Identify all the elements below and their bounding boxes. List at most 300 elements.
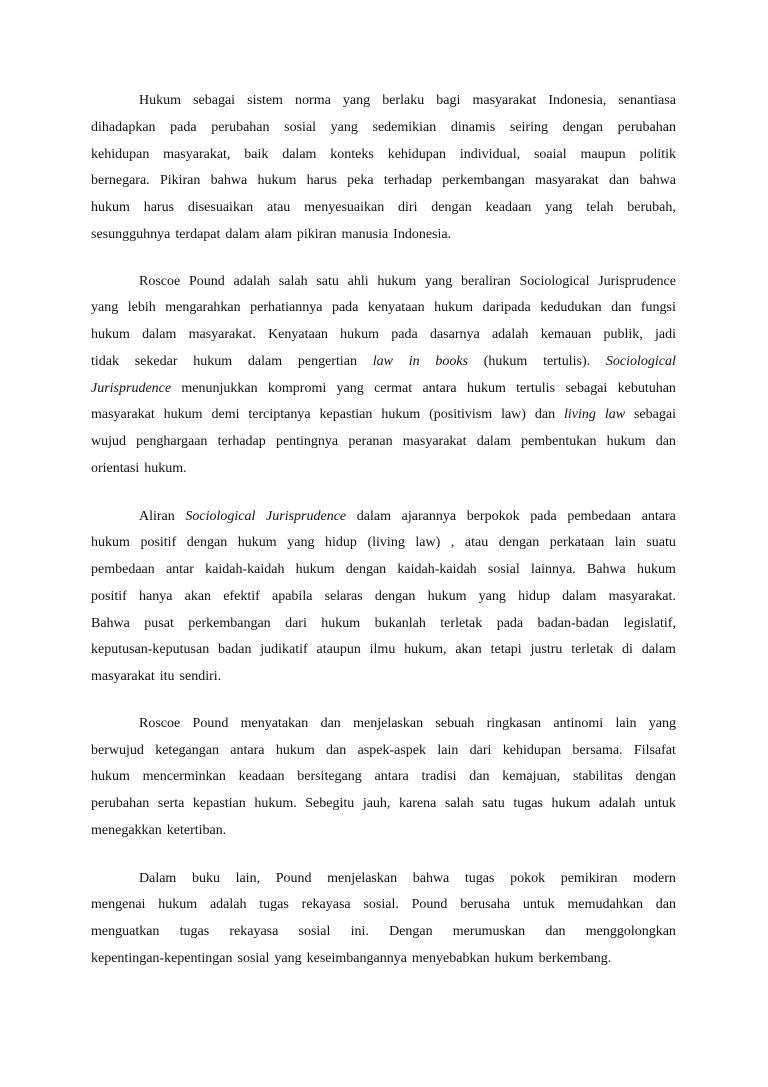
word: yang	[91, 300, 119, 316]
paragraph	[91, 269, 676, 483]
word: menegakkan	[91, 822, 162, 838]
word: dalam	[356, 508, 391, 524]
word: perkataan	[549, 535, 605, 551]
word: pada	[530, 508, 557, 524]
word: pembedaan	[91, 562, 155, 577]
word: terhadap	[217, 434, 266, 449]
text-line	[91, 429, 676, 456]
word: bukanlah	[374, 615, 426, 631]
word: hukum	[158, 897, 198, 913]
word: terletak	[571, 642, 614, 658]
word: antara	[230, 742, 265, 758]
word: merumuskan	[452, 924, 526, 939]
text-line	[91, 88, 676, 115]
word: untuk	[644, 796, 676, 811]
word: kedudukan	[540, 300, 602, 316]
word: pengertian	[297, 353, 357, 369]
word: Indonesia.	[393, 226, 452, 242]
word: perkembangan	[188, 615, 271, 631]
word: akan	[455, 642, 482, 658]
word: perkembangan	[442, 173, 525, 189]
word: buku	[191, 870, 220, 886]
word: demi	[211, 407, 240, 423]
word: (living	[367, 535, 405, 551]
word: konteks	[330, 146, 374, 162]
word: menjelaskan	[327, 870, 398, 886]
word: Jurisprudence	[266, 508, 347, 524]
word: norma	[295, 93, 331, 108]
text-line	[91, 791, 676, 818]
word: manusia	[341, 226, 389, 242]
word: sosial.	[363, 897, 399, 913]
text-line	[91, 168, 676, 195]
word: keseimbangannya	[306, 950, 407, 966]
text-line	[91, 764, 676, 791]
text-line	[91, 349, 676, 376]
word: sendiri.	[179, 669, 222, 684]
word: berkembang.	[538, 950, 612, 966]
text-line	[91, 456, 676, 483]
word: law	[604, 407, 626, 423]
paragraph	[91, 504, 676, 691]
word: harus	[143, 200, 175, 215]
word: hukum	[340, 327, 380, 342]
word: Pound	[275, 870, 312, 886]
word: bahwa	[639, 173, 676, 189]
text-line	[91, 866, 676, 893]
word: yang	[274, 950, 302, 966]
word: Sebegitu	[305, 796, 355, 811]
word: kenyataan	[367, 300, 425, 316]
word: tugas	[513, 796, 543, 811]
word: yang	[336, 380, 364, 396]
word: bersama.	[572, 742, 623, 758]
word: judikatif	[260, 642, 308, 658]
text-line	[91, 919, 676, 946]
word: terletak	[440, 615, 483, 631]
word: pokok	[510, 870, 546, 886]
word: rekayasa	[301, 897, 351, 913]
word: dengan	[562, 119, 604, 135]
word: dan	[655, 897, 676, 913]
word: dalam	[142, 327, 177, 342]
word: Pound	[188, 273, 225, 289]
word: satu	[482, 796, 505, 811]
word: publik,	[603, 327, 643, 342]
word: antara	[374, 769, 409, 785]
word: ataupun	[316, 642, 361, 658]
word: hukum	[494, 950, 534, 966]
word: fungsi	[640, 300, 676, 316]
word: harus	[306, 173, 337, 189]
word: keadaan	[238, 769, 285, 785]
word: yang	[330, 119, 358, 135]
word: untuk	[522, 897, 555, 913]
word: badan	[218, 642, 252, 658]
word: pentingnya	[275, 434, 339, 449]
word: sesungguhnya	[91, 226, 171, 242]
word: sosial	[487, 562, 520, 577]
text-line	[91, 557, 676, 584]
word: ilmu	[369, 642, 396, 658]
word: kehidupan	[387, 146, 447, 162]
word: hukum	[321, 615, 361, 631]
word: yang	[478, 588, 506, 604]
word: bahwa	[210, 173, 248, 189]
word: bahwa	[412, 870, 450, 886]
word: law)	[415, 535, 441, 551]
word: kaidah-kaidah	[205, 562, 285, 577]
word: atau	[464, 535, 489, 551]
text-line	[91, 738, 676, 765]
word: dinamis	[450, 119, 496, 135]
word: terciptanya	[248, 407, 311, 423]
word: Aliran	[139, 508, 175, 524]
word: Filsafat	[633, 742, 676, 758]
word: dan	[545, 924, 566, 939]
word: antinomi	[553, 715, 604, 731]
word: pusat	[144, 615, 174, 631]
word: jadi	[655, 327, 676, 342]
word: serta	[157, 796, 185, 811]
word: Sociological	[519, 273, 590, 289]
word: orientasi	[91, 460, 140, 476]
word: legislatif,	[623, 615, 676, 631]
word: hukum	[237, 535, 277, 551]
word: yang	[545, 200, 573, 215]
text-line	[91, 637, 676, 664]
word: mencerminkan	[142, 769, 226, 785]
word: ketertiban.	[166, 822, 227, 838]
word: dan	[469, 769, 490, 785]
word: berubah,	[627, 200, 676, 215]
word: kehidupan	[502, 742, 562, 758]
word: perubahan	[211, 119, 270, 135]
word: masyarakat	[402, 434, 467, 449]
word: dengan	[186, 535, 228, 551]
word: terdapat	[175, 226, 221, 242]
word: Roscoe	[139, 273, 181, 289]
word: ketegangan	[155, 742, 219, 758]
word: akan	[184, 588, 212, 604]
text-line	[91, 222, 676, 249]
text-line	[91, 892, 676, 919]
word: pada	[391, 327, 418, 342]
text-line	[91, 376, 676, 403]
word: hukum	[275, 742, 315, 758]
word: hukum	[606, 434, 646, 449]
word: ,	[450, 535, 455, 551]
word: beraliran	[460, 273, 511, 289]
word: pemikiran	[560, 870, 618, 886]
word: living	[564, 407, 596, 423]
word: positif	[91, 588, 127, 604]
paragraph	[91, 711, 676, 845]
word: justru	[530, 642, 563, 658]
word: itu	[159, 669, 175, 684]
word: alam	[264, 226, 292, 242]
word: diri	[398, 200, 418, 215]
word: mengenai	[91, 897, 146, 913]
word: kepastian	[319, 407, 373, 423]
word: dasarnya	[429, 327, 480, 342]
word: hukum	[381, 407, 421, 423]
word: hanya	[138, 588, 173, 604]
word: politik	[639, 146, 676, 162]
word: tidak	[91, 353, 119, 369]
word: masyarakat	[534, 173, 599, 189]
word: yang	[342, 93, 371, 108]
word: Dalam	[139, 870, 177, 886]
word: hukum.	[254, 796, 297, 811]
word: antar	[165, 562, 194, 577]
word: berwujud	[91, 742, 144, 758]
word: dalam	[282, 146, 317, 162]
word: hukum	[257, 173, 297, 189]
word: soaial	[533, 146, 567, 162]
word: rekayasa	[229, 924, 279, 939]
word: sebagai	[633, 407, 676, 423]
word: masyarakat.	[608, 588, 676, 604]
word: hukum	[91, 535, 130, 551]
word: ahli	[347, 273, 369, 289]
word: menyatakan	[240, 715, 309, 731]
word: satu	[316, 273, 339, 289]
word: sosial	[237, 950, 270, 966]
word: adalah	[233, 273, 271, 289]
word: law	[372, 353, 393, 369]
word: terhadap	[383, 173, 433, 189]
word: lain	[437, 742, 459, 758]
word: salah	[444, 796, 474, 811]
document-body	[91, 88, 676, 993]
word: sekedar	[134, 353, 178, 369]
text-line	[91, 195, 676, 222]
word: kaidah-kaidah	[397, 562, 477, 577]
word: dari	[469, 742, 492, 758]
word: masyarakat,	[163, 146, 231, 162]
word: penghargaan	[136, 434, 208, 449]
word: hidup	[325, 535, 357, 551]
text-line	[91, 142, 676, 169]
word: karena	[399, 796, 437, 811]
word: bernegara.	[91, 173, 150, 189]
text-line	[91, 818, 676, 845]
word: pembentukan	[521, 434, 597, 449]
text-line	[91, 322, 676, 349]
word: perubahan	[617, 119, 676, 135]
word: lain,	[235, 870, 261, 886]
word: maupun	[580, 146, 626, 162]
word: stabilitas	[572, 769, 623, 785]
word: hukum	[427, 588, 467, 604]
word: antara	[422, 380, 457, 396]
word: ringkasan	[486, 715, 542, 731]
word: Roscoe	[139, 715, 181, 731]
word: salah	[278, 273, 308, 289]
word: bagi	[436, 93, 461, 108]
word: (hukum	[483, 353, 528, 369]
word: Jurisprudence	[91, 380, 172, 396]
word: jauh,	[362, 796, 391, 811]
word: dalam	[225, 226, 260, 242]
text-line	[91, 946, 676, 973]
word: lain	[614, 535, 636, 551]
word: lebih	[127, 300, 156, 316]
word: masyarakat.	[188, 327, 256, 342]
word: sebagai	[193, 93, 236, 108]
word: telah	[586, 200, 614, 215]
word: pikiran	[296, 226, 337, 242]
word: tertulis	[516, 380, 556, 396]
word: pada	[331, 300, 359, 316]
word: dalam	[247, 353, 283, 369]
word: di	[622, 642, 633, 658]
word: menggolongkan	[585, 924, 676, 939]
text-line	[91, 664, 676, 691]
word: selaras	[324, 588, 363, 604]
word: Dengan	[389, 924, 433, 939]
word: dalam	[476, 434, 511, 449]
word: modern	[633, 870, 676, 886]
word: tugas	[179, 924, 210, 939]
word: dan	[534, 407, 556, 423]
word: baik	[244, 146, 269, 162]
text-line	[91, 269, 676, 296]
word: tradisi	[421, 769, 457, 785]
word: hukum	[466, 380, 506, 396]
word: pembedaan	[567, 508, 632, 524]
word: kepastian	[192, 796, 246, 811]
word: seiring	[509, 119, 548, 135]
word: ini.	[350, 924, 369, 939]
word: hukum	[91, 769, 130, 785]
word: keadaan	[485, 200, 532, 215]
word: pada	[170, 119, 197, 135]
text-line	[91, 584, 676, 611]
word: (positivism	[429, 407, 493, 423]
word: kompromi	[267, 380, 327, 396]
word: menunjukkan	[181, 380, 258, 396]
word: hukum	[163, 407, 203, 423]
word: adalah	[598, 796, 636, 811]
word: dengan	[431, 200, 472, 215]
word: sosial	[284, 119, 317, 135]
word: atau	[266, 200, 291, 215]
word: berusaha	[460, 897, 511, 913]
word: dan	[320, 715, 341, 731]
word: masyarakat	[91, 669, 155, 684]
word: hukum	[636, 562, 676, 577]
word: pada	[496, 615, 524, 631]
word: Pound	[192, 715, 229, 731]
word: Kenyataan	[268, 327, 328, 342]
word: peranan	[348, 434, 393, 449]
word: dengan	[635, 769, 676, 785]
word: kebutuhan	[617, 380, 676, 396]
word: Pikiran	[159, 173, 201, 189]
word: hidup	[518, 588, 550, 604]
word: keputusan-keputusan	[91, 642, 210, 658]
word: sebuah	[435, 715, 475, 731]
word: dengan	[374, 588, 416, 604]
word: tertulis).	[543, 353, 591, 369]
word: disesuaikan	[187, 200, 254, 215]
word: dan	[655, 434, 676, 449]
text-line	[91, 115, 676, 142]
word: efektif	[223, 588, 260, 604]
word: hukum	[193, 353, 233, 369]
word: Jurisprudence	[598, 273, 676, 289]
word: cermat	[374, 380, 413, 396]
word: ajarannya	[401, 508, 457, 524]
word: Indonesia,	[548, 93, 607, 108]
word: menguatkan	[91, 924, 160, 939]
word: Bahwa	[586, 562, 626, 577]
word: kemajuan,	[502, 769, 561, 785]
word: positif	[140, 535, 177, 551]
word: hukum,	[404, 642, 447, 658]
word: masyarakat	[91, 407, 155, 423]
text-line	[91, 530, 676, 557]
word: bersitegang	[297, 769, 362, 785]
word: wujud	[91, 434, 126, 449]
word: kepentingan-kepentingan	[91, 950, 233, 966]
word: dihadapkan	[91, 119, 156, 135]
word: berpokok	[466, 508, 520, 524]
word: perubahan	[91, 796, 150, 811]
word: tugas	[464, 870, 495, 886]
word: hukum	[91, 327, 130, 342]
word: adalah	[491, 327, 529, 342]
word: law)	[501, 407, 526, 423]
word: tetapi	[490, 642, 522, 658]
word: dengan	[345, 562, 387, 577]
word: sistem	[247, 93, 283, 108]
paragraph	[91, 866, 676, 973]
word: adalah	[209, 897, 247, 913]
text-line	[91, 402, 676, 429]
word: hukum.	[144, 460, 187, 476]
paragraph	[91, 88, 676, 249]
word: daripada	[482, 300, 531, 316]
word: dan	[611, 300, 632, 316]
word: menyebabkan	[411, 950, 490, 966]
text-line	[91, 711, 676, 738]
word: books	[435, 353, 469, 369]
word: memudahkan	[567, 897, 643, 913]
text-line	[91, 295, 676, 322]
word: sebagai	[565, 380, 608, 396]
word: kemauan	[540, 327, 592, 342]
word: sedemikian	[372, 119, 437, 135]
word: Hukum	[139, 93, 181, 108]
word: yang	[648, 715, 676, 731]
word: suatu	[646, 535, 676, 551]
text-line	[91, 504, 676, 531]
word: individual,	[459, 146, 521, 162]
word: Pound	[411, 897, 448, 913]
word: menjelaskan	[353, 715, 424, 731]
word: tugas	[259, 897, 289, 913]
word: aspek-aspek	[357, 742, 427, 758]
word: menyesuaikan	[304, 200, 385, 215]
word: mengarahkan	[165, 300, 241, 316]
word: lain	[615, 715, 637, 731]
word: dalam	[562, 588, 597, 604]
word: yang	[425, 273, 453, 289]
word: hukum	[434, 300, 474, 316]
